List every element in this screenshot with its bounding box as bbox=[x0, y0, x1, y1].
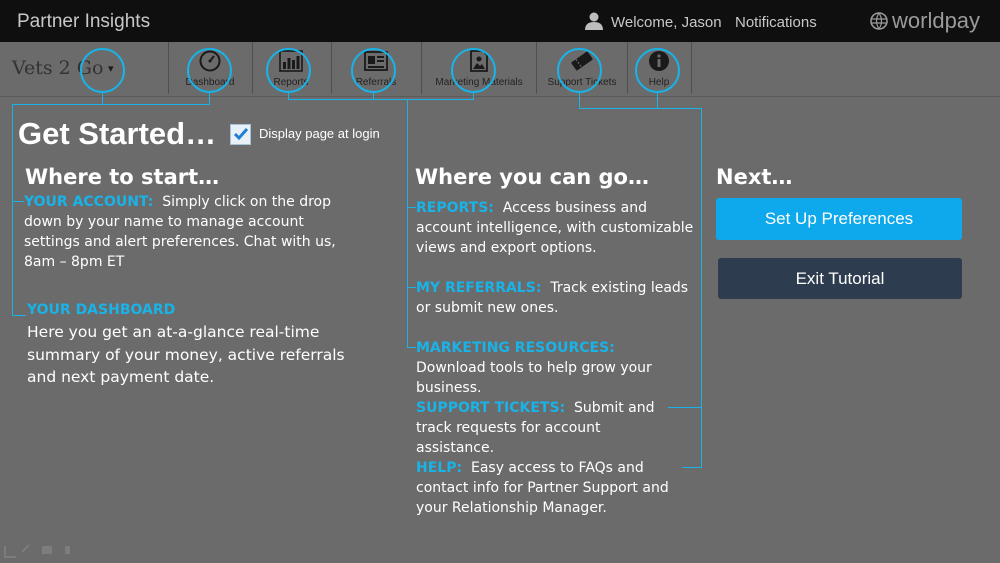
bar-chart-icon bbox=[279, 50, 303, 72]
display-at-login-label: Display page at login bbox=[259, 126, 380, 141]
referrals-description bbox=[416, 278, 701, 318]
nav-divider bbox=[331, 42, 332, 94]
info-icon bbox=[647, 50, 671, 72]
connector-line bbox=[579, 108, 701, 109]
image-icon bbox=[467, 50, 491, 72]
next-heading: Next… bbox=[716, 165, 793, 189]
nav-reports[interactable] bbox=[254, 44, 328, 94]
nav-divider bbox=[252, 42, 253, 94]
nav-label: Referrals bbox=[355, 77, 397, 88]
support-text: Submit and track requests for account assistance. bbox=[416, 400, 655, 456]
connector-line bbox=[407, 287, 416, 288]
ticket-icon bbox=[570, 50, 594, 72]
reports-text: Access business and account intelligence, with customizable views and export options. bbox=[416, 200, 694, 256]
connector-line bbox=[579, 93, 580, 109]
page-title: Get Started… bbox=[18, 116, 217, 151]
account-dropdown[interactable] bbox=[2, 44, 168, 94]
app-title: Partner Insights bbox=[17, 11, 151, 32]
worldpay-logo bbox=[870, 9, 980, 33]
reports-description bbox=[416, 198, 701, 258]
connector-line bbox=[407, 99, 408, 347]
user-icon bbox=[584, 12, 604, 30]
welcome-text[interactable]: Welcome, Jason bbox=[611, 14, 722, 31]
connector-line bbox=[288, 99, 474, 100]
marketing-description bbox=[416, 338, 686, 398]
display-at-login-checkbox[interactable] bbox=[230, 124, 251, 145]
connector-line bbox=[407, 207, 416, 208]
exit-tutorial-button[interactable]: Exit Tutorial bbox=[718, 258, 962, 299]
connector-line bbox=[12, 315, 26, 316]
set-up-preferences-button[interactable]: Set Up Preferences bbox=[716, 198, 962, 240]
nav-label: Help bbox=[648, 77, 670, 88]
account-keyword: YOUR ACCOUNT: bbox=[24, 194, 154, 210]
globe-icon bbox=[870, 12, 888, 30]
where-you-can-go-heading: Where you can go… bbox=[415, 165, 649, 189]
nav-divider bbox=[536, 42, 537, 94]
nav-divider bbox=[168, 42, 169, 94]
connector-line bbox=[701, 108, 702, 467]
nav-dashboard[interactable] bbox=[171, 44, 249, 94]
support-description bbox=[416, 398, 681, 458]
help-text: Easy access to FAQs and contact info for Partner Support and your Relationship Manager. bbox=[416, 460, 669, 516]
support-keyword: SUPPORT TICKETS: bbox=[416, 400, 566, 416]
account-name[interactable]: Vets 2 Go bbox=[12, 57, 104, 79]
nav-label: Dashboard bbox=[185, 77, 235, 88]
connector-line bbox=[12, 104, 13, 316]
marketing-keyword: MARKETING RESOURCES: bbox=[416, 340, 615, 356]
referrals-text: Track existing leads or submit new ones. bbox=[416, 280, 689, 316]
connector-line bbox=[12, 201, 24, 202]
connector-line bbox=[209, 93, 210, 105]
menu-icon[interactable] bbox=[42, 546, 52, 554]
help-keyword: HELP: bbox=[416, 460, 463, 476]
connector-line bbox=[657, 93, 658, 109]
nav-support-tickets[interactable] bbox=[538, 44, 626, 94]
notifications-link[interactable]: Notifications bbox=[735, 14, 817, 31]
checkmark-icon bbox=[233, 126, 249, 142]
marketing-text: Download tools to help grow your business. bbox=[416, 360, 652, 396]
nav-label: Support Tickets bbox=[547, 77, 617, 88]
back-icon[interactable] bbox=[4, 546, 16, 558]
nav-divider bbox=[691, 42, 692, 94]
account-text: Simply click on the drop down by your name to manage account settings and alert preferences. Chat with us, 8am – 8pm ET bbox=[24, 194, 336, 270]
nav-label: Marketing Materials bbox=[435, 77, 523, 88]
referrals-keyword: MY REFERRALS: bbox=[416, 280, 542, 296]
speaker-icon[interactable] bbox=[60, 546, 70, 554]
connector-line bbox=[12, 104, 210, 105]
nav-divider bbox=[627, 42, 628, 94]
dashboard-keyword: YOUR DASHBOARD bbox=[27, 302, 176, 318]
reports-keyword: REPORTS: bbox=[416, 200, 494, 216]
brand-name: worldpay bbox=[892, 8, 981, 33]
help-description bbox=[416, 458, 691, 518]
account-description bbox=[24, 192, 344, 272]
dashboard-description: Here you get an at-a-glance real-time summary of your money, active referrals and next payment date. bbox=[27, 323, 345, 386]
nav-help[interactable] bbox=[629, 44, 689, 94]
nav-divider bbox=[421, 42, 422, 94]
nav-marketing-materials[interactable] bbox=[423, 44, 535, 94]
id-card-icon bbox=[364, 50, 388, 72]
chevron-down-icon[interactable]: ▾ bbox=[108, 63, 114, 75]
nav-label: Reports bbox=[273, 77, 309, 88]
where-to-start-heading: Where to start… bbox=[25, 165, 220, 189]
pen-icon[interactable] bbox=[21, 544, 37, 560]
connector-line bbox=[407, 347, 416, 348]
gauge-icon bbox=[198, 50, 222, 72]
bottom-controls bbox=[4, 546, 70, 558]
nav-referrals[interactable] bbox=[333, 44, 419, 94]
